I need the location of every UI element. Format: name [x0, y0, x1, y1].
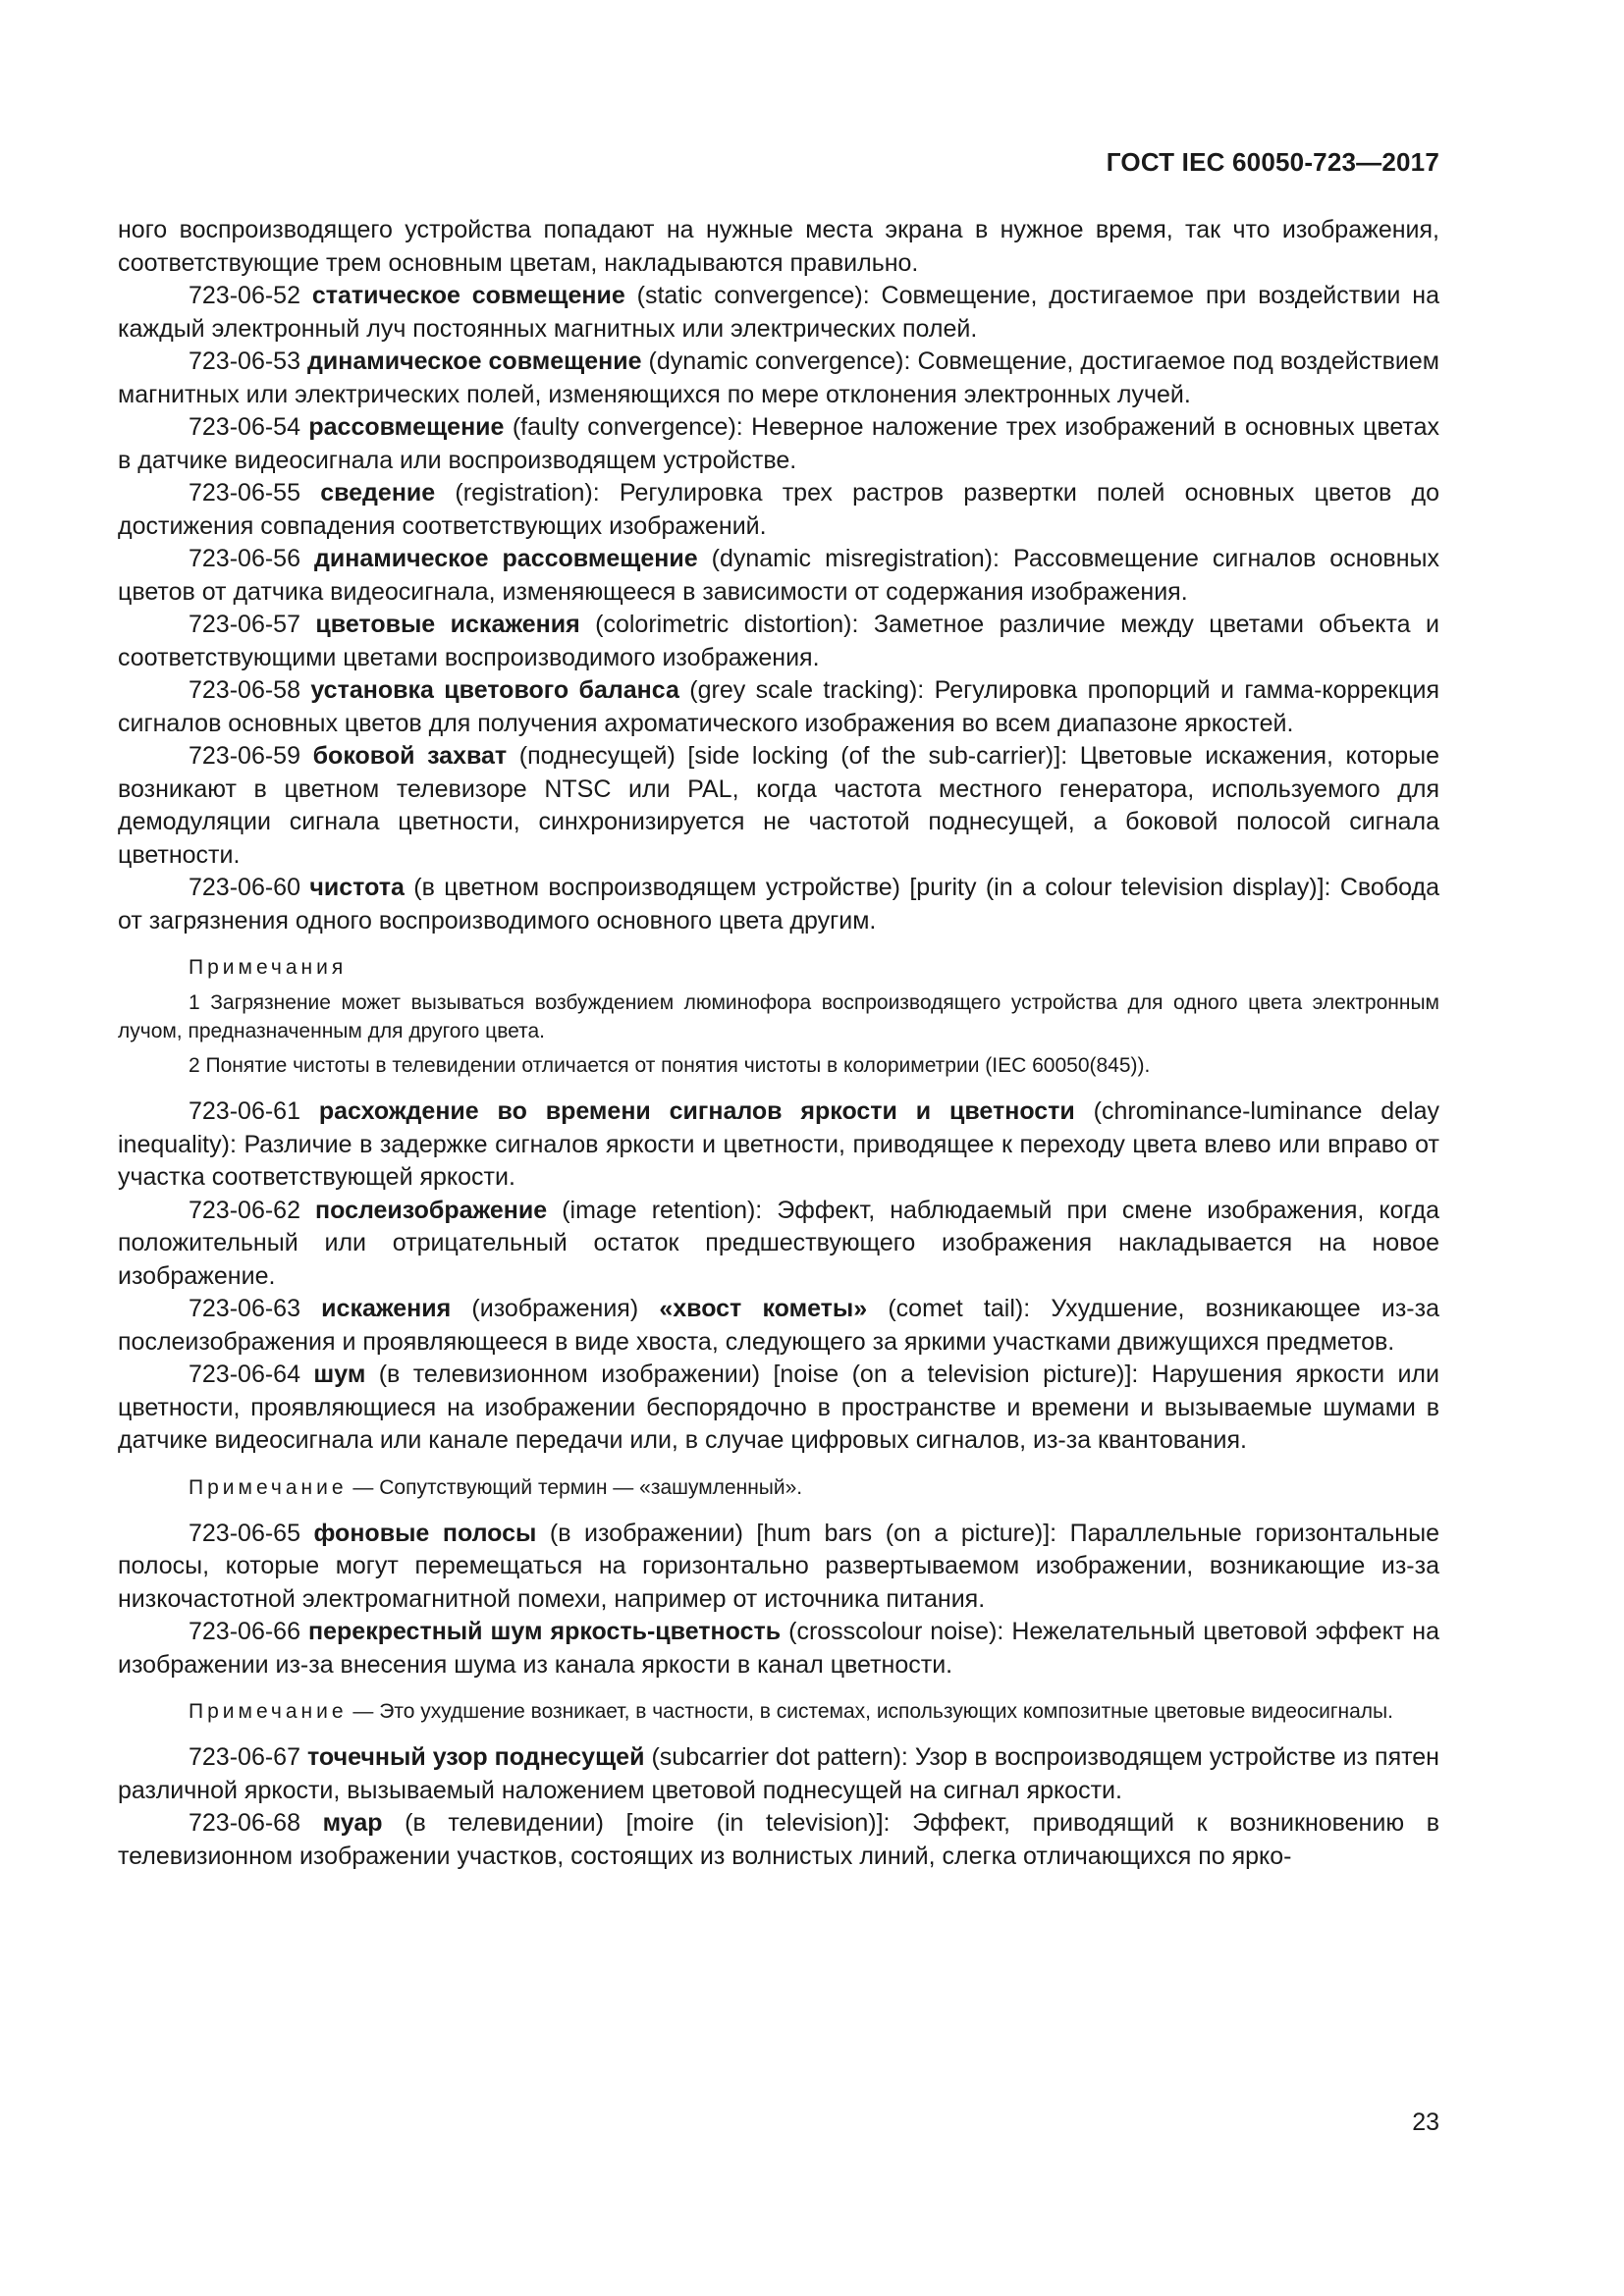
- term-text: (изображения): [451, 1295, 660, 1322]
- note-text: — Это ухудшение возникает, в частности, в системах, использующих композитные цветовые видеосигналы.: [347, 1700, 1393, 1723]
- term-text: 723-06-60: [189, 874, 310, 901]
- term-text: 723-06-67: [189, 1743, 308, 1771]
- term-text: (в телевизионном изображении) [noise (on a television picture)]: Нарушения яркости или цветности, проявляющиеся на изображении беспорядочно в пространстве и времени и вызываемые шумами в датчике видеосигнала или канале передачи или, в случае цифровых сигналов, из-за квантования.: [118, 1361, 1439, 1454]
- term-text: (в телевидении) [moire (in television)]: Эффект, приводящий к возникновению в телевизионном изображении участков, состоящих из волнистых линий, слегка отличающихся по ярко-: [118, 1809, 1439, 1870]
- note-inline: [118, 1697, 1439, 1726]
- note-item: 2 Понятие чистоты в телевидении отличается от понятия чистоты в колориметрии (IEC 60050(845)).: [189, 1054, 1151, 1077]
- term-text: (comet tail): Ухудшение, возникающее из-за послеизображения и проявляющееся в виде хвоста, следующего за яркими участками движущихся предметов.: [118, 1295, 1439, 1356]
- term-name: послеизображение: [315, 1196, 548, 1224]
- term-name: боковой захват: [312, 742, 508, 770]
- term-name: «хвост кометы»: [659, 1295, 868, 1322]
- term-name: перекрестный шум яркость-цветность: [308, 1618, 782, 1645]
- term-entry: [118, 1518, 1439, 1617]
- term-text: (colorimetric distortion): Заметное различие между цветами объекта и соответствующими цветами воспроизводимого изображения.: [118, 611, 1439, 671]
- term-text: ного воспроизводящего устройства попадают на нужные места экрана в нужное время, так что изображения, соответствующие трем основным цветам, накладываются правильно.: [118, 216, 1439, 277]
- term-name: установка цветового баланса: [310, 676, 679, 704]
- term-entry: [118, 346, 1439, 411]
- term-entry: [118, 740, 1439, 872]
- term-text: (grey scale tracking): Регулировка пропорций и гамма-коррекция сигналов основных цветов для получения ахроматического изображения во всем диапазоне яркостей.: [118, 676, 1439, 737]
- term-name: шум: [313, 1361, 366, 1388]
- term-text: (dynamic convergence): Совмещение, достигаемое под воздействием магнитных или электрических полей, изменяющихся по мере отклонения электронных лучей.: [118, 347, 1439, 408]
- term-entry: [118, 1741, 1439, 1807]
- term-text: 723-06-68: [189, 1809, 323, 1837]
- term-entry: [118, 872, 1439, 937]
- term-name: динамическое рассовмещение: [314, 545, 698, 572]
- term-text: (в цветном воспроизводящем устройстве) [purity (in a colour television display)]: Свобода от загрязнения одного воспроизводимого основного цвета другим.: [118, 874, 1439, 934]
- term-text: 723-06-62: [189, 1196, 316, 1224]
- term-entry: [118, 1293, 1439, 1359]
- term-name: муар: [322, 1809, 383, 1837]
- term-entry: [118, 674, 1439, 740]
- term-entry: [118, 280, 1439, 346]
- term-entry: [118, 1359, 1439, 1458]
- term-text: 723-06-59: [189, 742, 313, 770]
- page-number: 23: [1412, 2109, 1439, 2136]
- term-text: (в изображении) [hum bars (on a picture)]: Параллельные горизонтальные полосы, которые могут перемещаться на горизонтально развертываемом изображении, возникающие из-за низкочастотной электромагнитной помехи, например от источника питания.: [118, 1519, 1439, 1613]
- term-text: (dynamic misregistration): Рассовмещение сигналов основных цветов от датчика видеосигнала, изменяющееся в зависимости от содержания изображения.: [118, 545, 1439, 606]
- document-header: ГОСТ IEC 60050-723—2017: [1106, 147, 1439, 177]
- notes-heading: Примечания: [189, 956, 348, 979]
- term-name: цветовые искажения: [315, 611, 580, 638]
- term-name: фоновые полосы: [313, 1519, 537, 1547]
- document-body: [118, 214, 1439, 1873]
- term-text: 723-06-64: [189, 1361, 314, 1388]
- term-text: 723-06-56: [189, 545, 315, 572]
- term-text: 723-06-57: [189, 611, 316, 638]
- term-name: динамическое совмещение: [307, 347, 642, 375]
- term-text: 723-06-52: [189, 282, 312, 309]
- term-name: статическое совмещение: [311, 282, 625, 309]
- term-text: 723-06-58: [189, 676, 311, 704]
- note-label: Примечание: [189, 1700, 348, 1723]
- term-text: 723-06-66: [189, 1618, 309, 1645]
- term-text: (subcarrier dot pattern): Узор в воспроизводящем устройстве из пятен различной яркости, вызываемый наложением цветовой поднесущей на сигнал яркости.: [118, 1743, 1439, 1804]
- note-label: Примечание: [189, 1475, 348, 1499]
- term-entry: [118, 411, 1439, 477]
- term-text: 723-06-53: [189, 347, 308, 375]
- term-entry: [118, 1807, 1439, 1873]
- term-text: (image retention): Эффект, наблюдаемый при смене изображения, когда положительный или отрицательный остаток предшествующего изображения накладывается на новое изображение.: [118, 1196, 1439, 1290]
- term-entry: [118, 609, 1439, 674]
- term-text: (static convergence): Совмещение, достигаемое при воздействии на каждый электронный луч постоянных магнитных или электрических полей.: [118, 282, 1439, 343]
- term-name: чистота: [309, 874, 405, 901]
- continuation-paragraph: [118, 214, 1439, 280]
- term-text: (поднесущей) [side locking (of the sub-carrier)]: Цветовые искажения, которые возникают в цветном телевизоре NTSC или PAL, когда частота местного генератора, используемого для демодуляции сигнала цветности, синхронизируется не частотой поднесущей, а боковой полосой сигнала цветности.: [118, 742, 1439, 869]
- term-text: (chrominance-luminance delay inequality): Различие в задержке сигналов яркости и цветности, приводящее к переходу цвета влево или вправо от участка соответствующей яркости.: [118, 1097, 1439, 1191]
- term-name: рассовмещение: [308, 413, 505, 441]
- term-text: (faulty convergence): Неверное наложение трех изображений в основных цветах в датчике видеосигнала или воспроизводящем устройстве.: [118, 413, 1439, 474]
- note-text: — Сопутствующий термин — «зашумленный».: [347, 1475, 803, 1499]
- term-name: сведение: [320, 479, 436, 507]
- term-name: искажения: [321, 1295, 452, 1322]
- note-inline: [118, 1473, 1439, 1502]
- term-entry: [118, 1095, 1439, 1195]
- term-name: точечный узор поднесущей: [307, 1743, 645, 1771]
- term-text: 723-06-63: [189, 1295, 322, 1322]
- term-name: расхождение во времени сигналов яркости и цветности: [318, 1097, 1075, 1125]
- term-entry: [118, 1195, 1439, 1294]
- note-item: 1 Загрязнение может вызываться возбуждением люминофора воспроизводящего устройства для одного цвета электронным лучом, предназначенным для другого цвета.: [118, 991, 1439, 1042]
- term-text: (crosscolour noise): Нежелательный цветовой эффект на изображении из-за внесения шума из канала яркости в канал цветности.: [118, 1618, 1439, 1679]
- term-entry: [118, 543, 1439, 609]
- term-text: (registration): Регулировка трех растров развертки полей основных цветов до достижения совпадения соответствующих изображений.: [118, 479, 1439, 540]
- term-entry: [118, 1616, 1439, 1682]
- term-text: 723-06-55: [189, 479, 321, 507]
- term-text: 723-06-65: [189, 1519, 314, 1547]
- term-text: 723-06-61: [189, 1097, 319, 1125]
- term-text: 723-06-54: [189, 413, 309, 441]
- term-entry: [118, 477, 1439, 543]
